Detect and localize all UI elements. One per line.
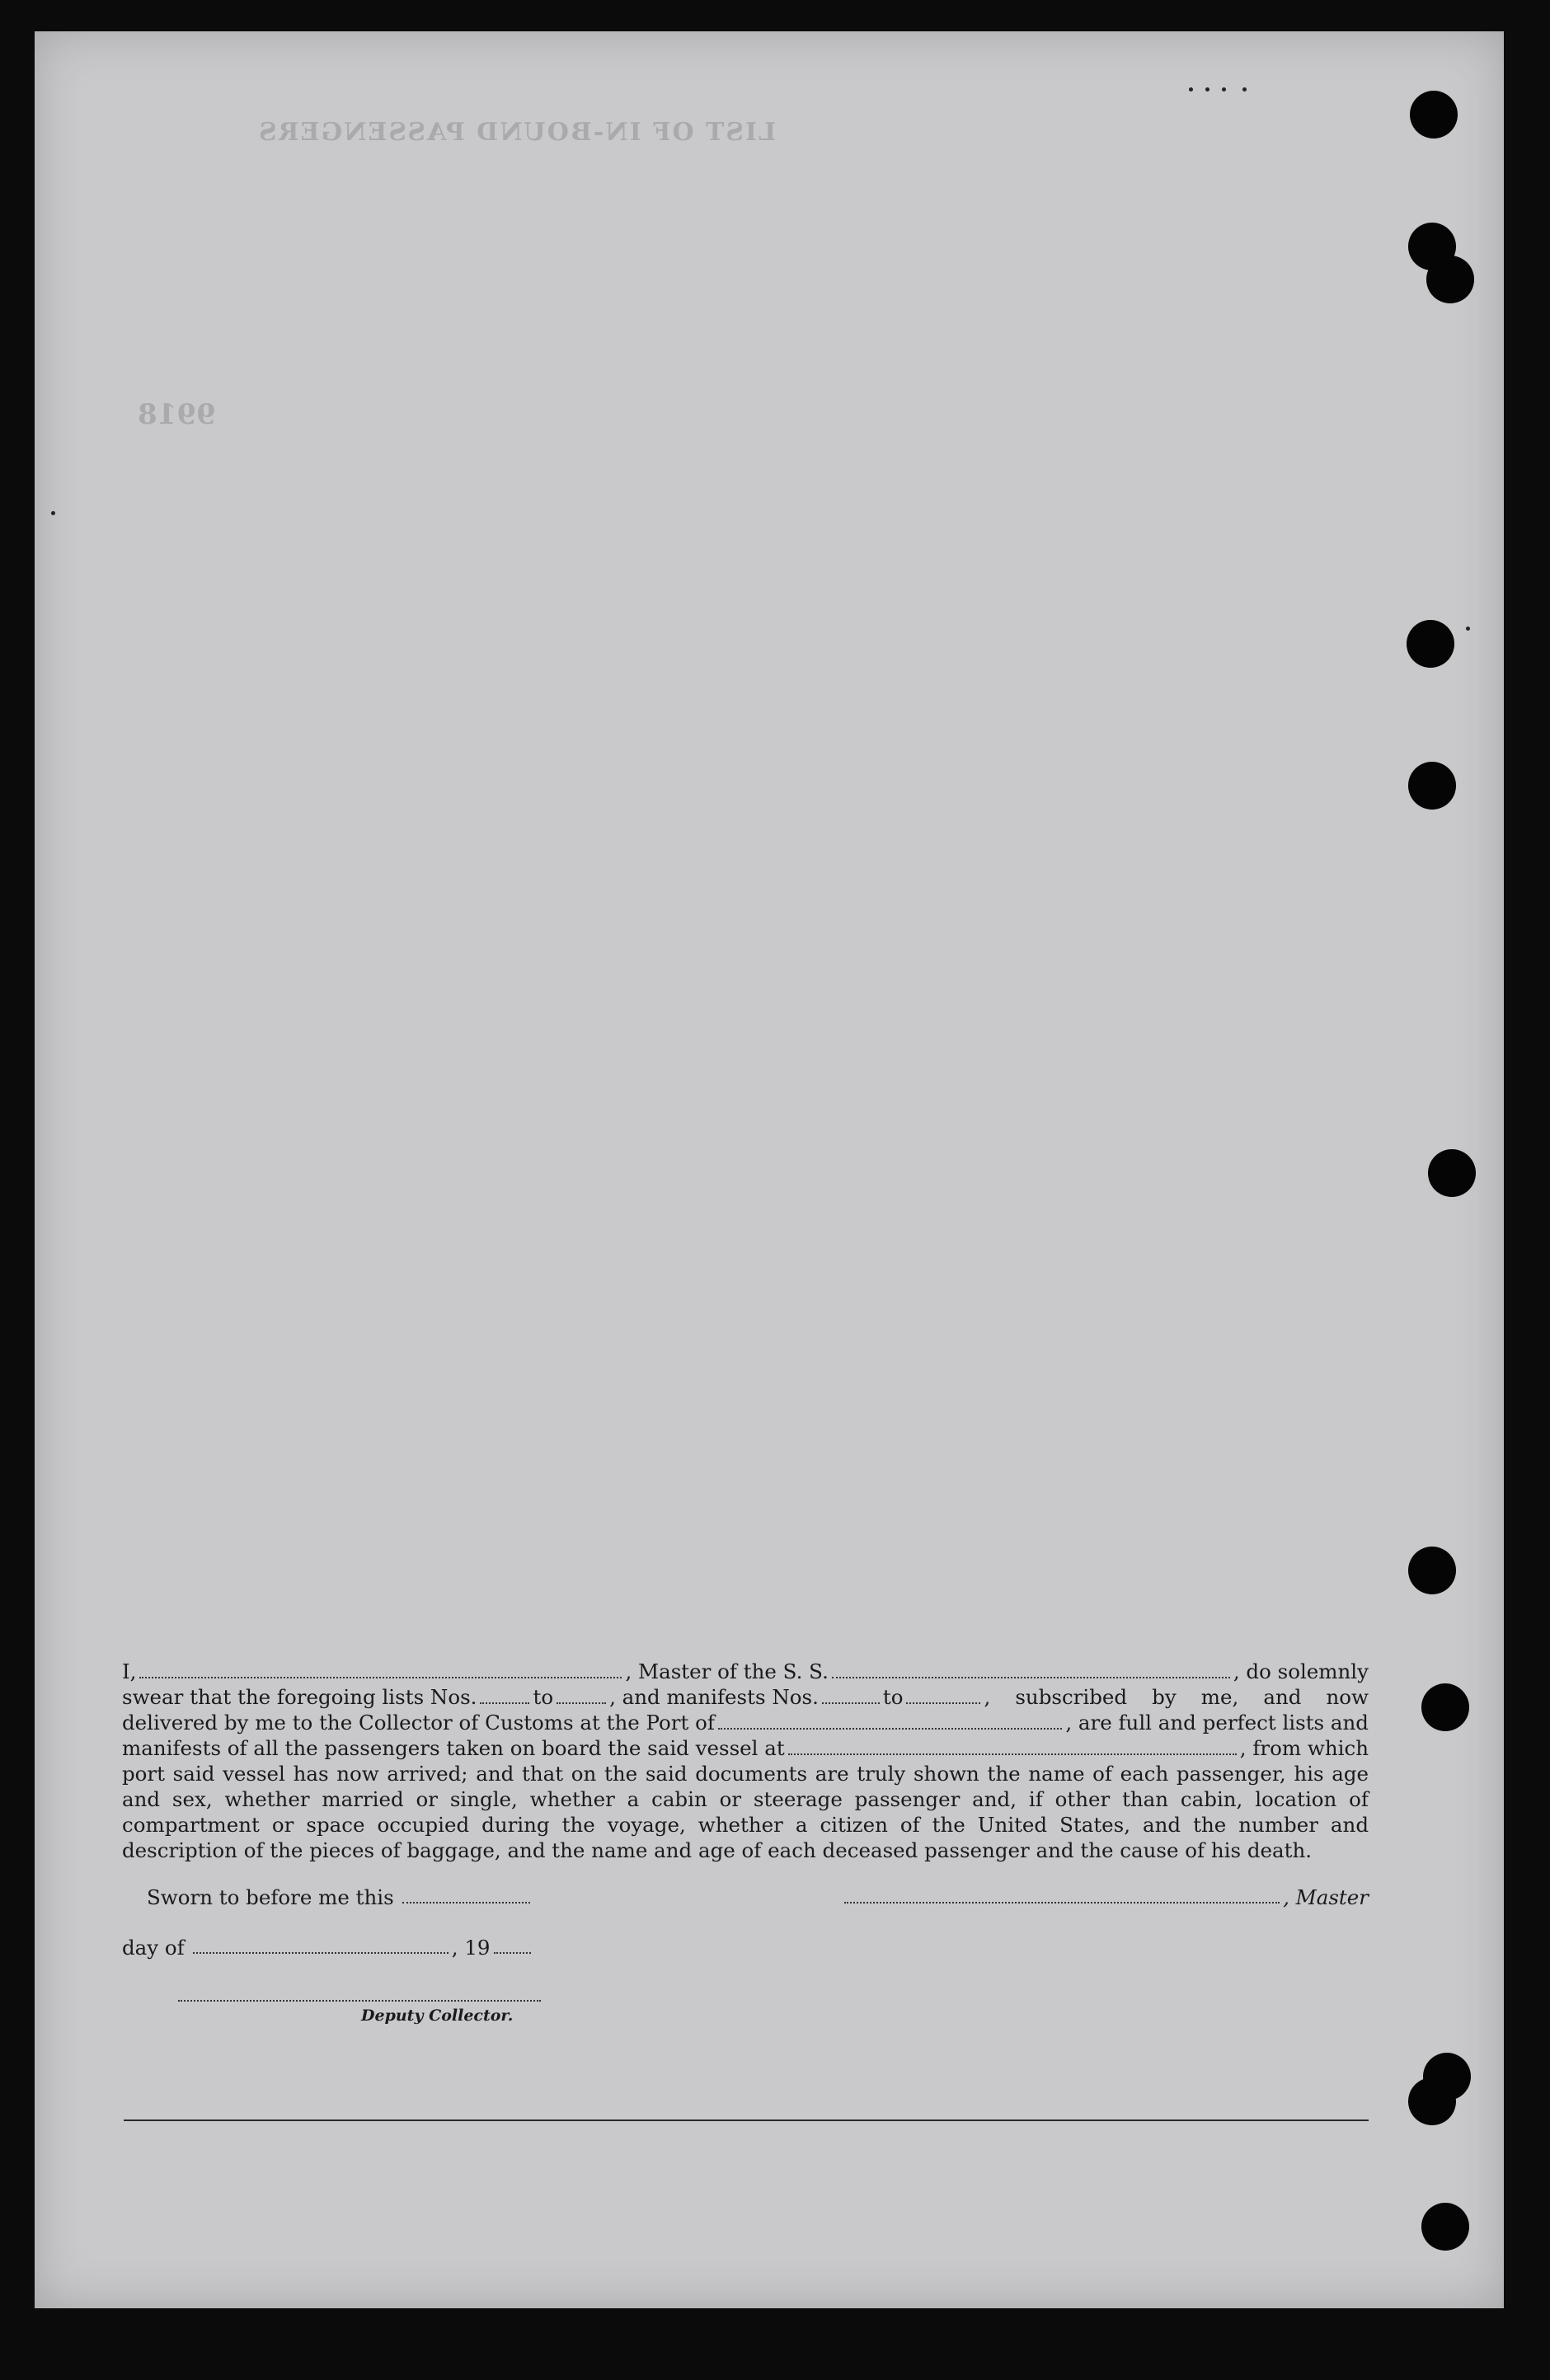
master-oath <box>122 1659 1369 1863</box>
punch-hole <box>1426 256 1474 303</box>
oath-text: , are full and perfect lists and <box>1065 1711 1369 1735</box>
punch-hole <box>1408 762 1456 810</box>
punch-hole <box>1421 2203 1469 2251</box>
bleed-through-number: 9918 <box>138 398 216 431</box>
blank-field <box>402 1902 530 1904</box>
day-of-line <box>122 1936 534 1960</box>
oath-paragraph: port said vessel has now arrived; and that on the said documents are truly shown the name of each passenger, his age and sex, whether married or single, whether a cabin or steerage passenger and, if other than cabin, location of compartment or space occupied during the voyage, whether a citizen of the United States, and the number and description of the pieces of baggage, and the name and age of each deceased passenger and the cause of his death. <box>122 1762 1369 1862</box>
blank-field <box>494 1952 531 1954</box>
oath-text: manifests of all the passengers taken on board the said vessel at <box>122 1736 785 1760</box>
blank-field <box>480 1702 529 1704</box>
blank-field <box>832 1677 1230 1678</box>
master-signature-line <box>841 1885 1369 1909</box>
sworn-label: Sworn to before me this <box>147 1885 394 1909</box>
day-of-label: day of <box>122 1936 185 1960</box>
oath-text: delivered by me to the Collector of Customs at the Port of <box>122 1711 715 1735</box>
document-page <box>35 31 1504 2308</box>
year-label: , 19 <box>451 1936 491 1960</box>
punch-hole <box>1428 1149 1476 1197</box>
punch-hole <box>1408 2077 1456 2125</box>
blank-field <box>906 1702 980 1704</box>
oath-text: , from which <box>1239 1736 1369 1760</box>
punch-hole <box>1408 1547 1456 1594</box>
sworn-line <box>147 1885 533 1909</box>
punch-hole <box>1421 1683 1469 1731</box>
master-label: , Master <box>1283 1885 1369 1909</box>
bleed-through-heading: LIST OF IN-BOUND PASSENGERS <box>257 118 777 147</box>
oath-line-3 <box>122 1710 1369 1735</box>
oath-text: I, <box>122 1659 137 1683</box>
deputy-collector-label: Deputy Collector. <box>361 2007 514 2025</box>
oath-text: , do solemnly <box>1233 1659 1369 1683</box>
oath-text: , and manifests Nos. <box>609 1685 819 1709</box>
speck <box>1222 87 1226 92</box>
speck <box>51 511 55 515</box>
speck <box>1466 627 1470 631</box>
blank-field <box>718 1728 1062 1730</box>
speck <box>1242 87 1247 92</box>
blank-field <box>193 1952 449 1954</box>
oath-text: swear that the foregoing lists Nos. <box>122 1685 477 1709</box>
blank-field <box>557 1702 606 1704</box>
oath-text: to <box>533 1685 554 1709</box>
blank-field <box>844 1902 1280 1904</box>
speck <box>1189 87 1193 92</box>
oath-text: to <box>882 1685 904 1709</box>
oath-line-2 <box>122 1684 1369 1710</box>
oath-text: , Master of the S. S. <box>625 1659 829 1683</box>
blank-field <box>822 1702 880 1704</box>
oath-line-1 <box>122 1659 1369 1684</box>
punch-hole <box>1407 620 1454 668</box>
deputy-signature-line <box>178 2000 541 2002</box>
blank-field <box>788 1753 1237 1755</box>
speck <box>1205 87 1209 92</box>
oath-text: , subscribed by me, and now <box>984 1685 1369 1709</box>
bottom-rule <box>124 2119 1369 2121</box>
punch-hole <box>1410 91 1458 138</box>
blank-field <box>139 1677 622 1678</box>
oath-line-4 <box>122 1735 1369 1761</box>
